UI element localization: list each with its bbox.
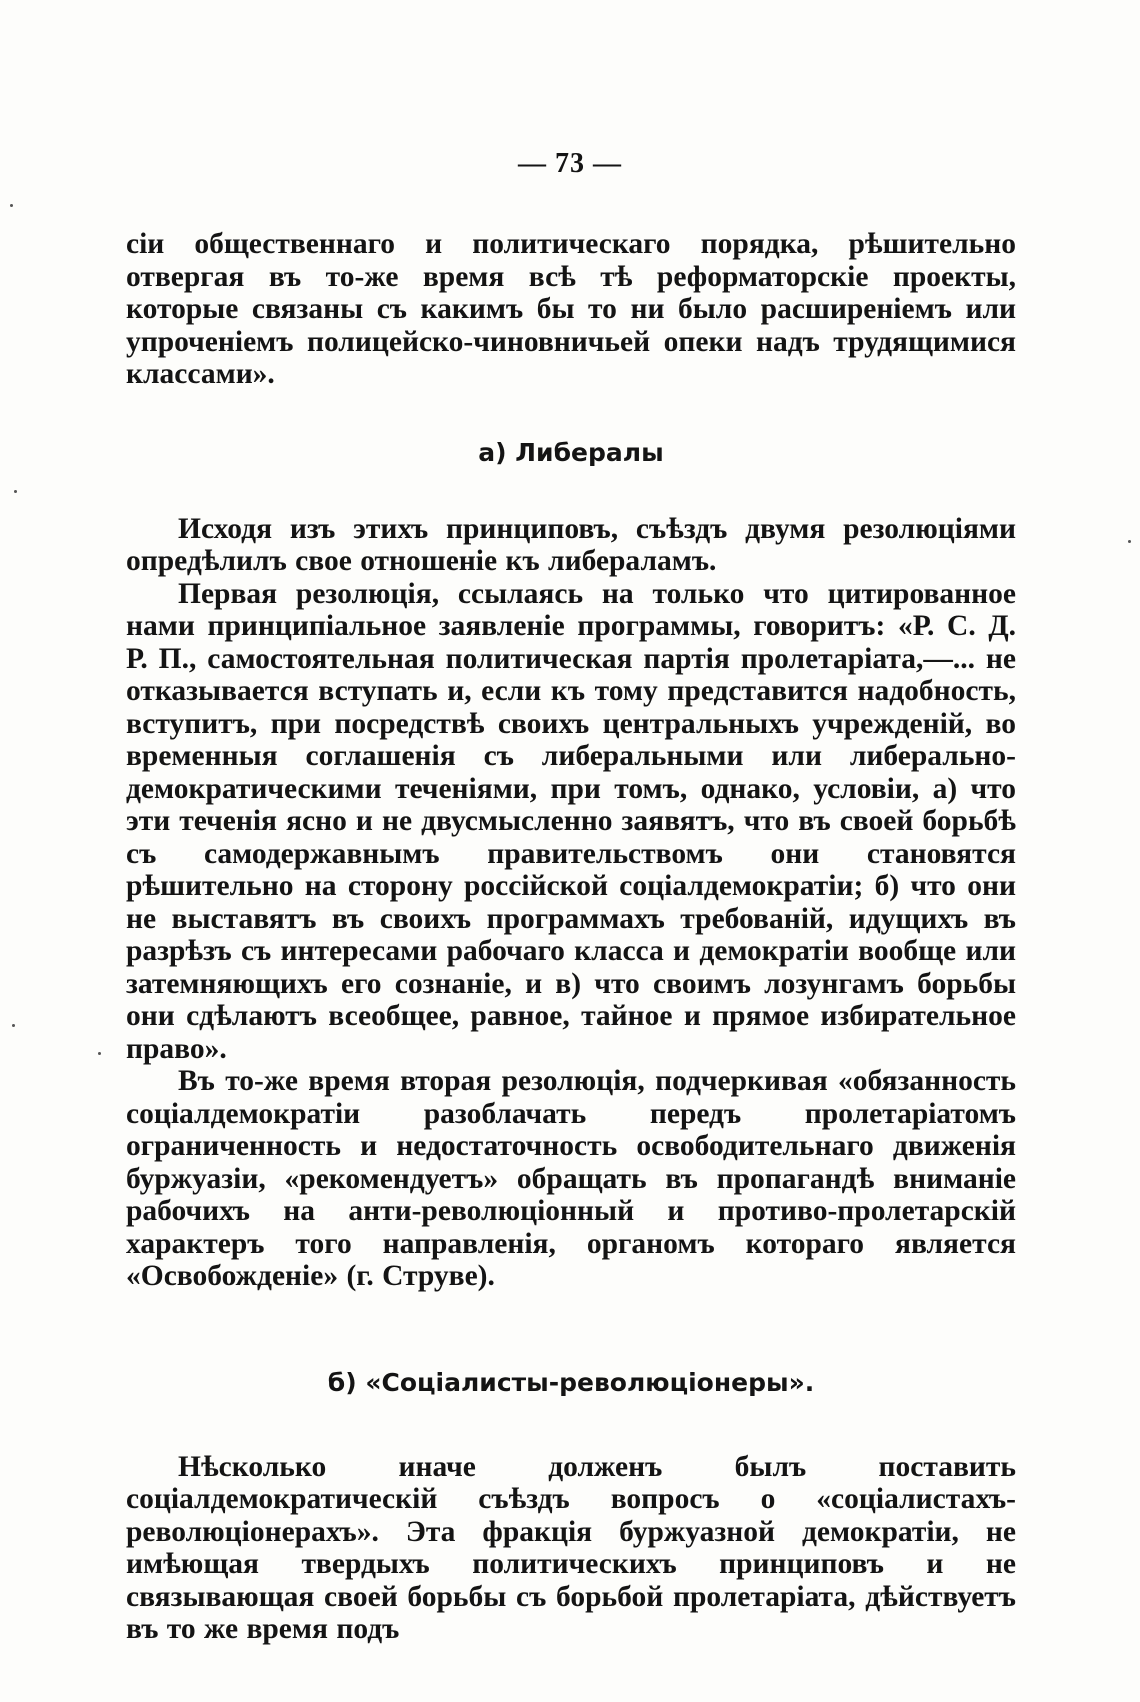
- page-number: — 73 —: [518, 148, 622, 179]
- spacer: [126, 1293, 1016, 1367]
- text-column: [126, 228, 1016, 1646]
- paragraph-second-resolution: Въ то-же время вторая резолюція, подчеркивая «обязанность соціалдемократіи разоблачать передъ пролетаріатомъ ограниченность и недостаточность освободительнаго движенія буржуазіи, «рекомендуетъ» обращать въ пропагандѣ вниманіе рабочихъ на анти-революціонный и противо-пролетарскій характеръ того направленія, органомъ котораго является «Освобожденіе» (г. Струве).: [126, 1065, 1016, 1292]
- scan-speck: [98, 1052, 101, 1055]
- spacer: [126, 1399, 1016, 1451]
- paragraph-principles: Исходя изъ этихъ принциповъ, съѣздъ двумя резолюціями опредѣлилъ свое отношеніе къ либераламъ.: [126, 512, 1016, 577]
- paragraph-continuation: сіи общественнаго и политическаго порядка, рѣшительно отвергая въ то-же время всѣ тѣ реформаторскіе проекты, которые связаны съ какимъ бы то ни было расширеніемъ или упроченіемъ полицейско-чиновничьей опеки надъ трудящимися классами».: [126, 228, 1016, 390]
- scan-speck: [14, 490, 17, 493]
- section-heading-liberals: а) Либералы: [478, 437, 664, 467]
- paragraph-socialist-revolutionaries: Нѣсколько иначе долженъ былъ поставить соціалдемократическій съѣздъ вопросъ о «соціалистахъ-революціонерахъ». Эта фракція буржуазной демократіи, не имѣющая твердыхъ политическихъ принциповъ и не связывающая своей борьбы съ борьбой пролетаріата, дѣйствуетъ въ то же время подъ: [126, 1450, 1016, 1645]
- scan-speck: [1128, 540, 1131, 543]
- scan-speck: [10, 204, 13, 207]
- section-heading-socialist-revolutionaries: б) «Соціалисты-революціонеры».: [327, 1367, 815, 1397]
- spacer: [126, 391, 1016, 437]
- paragraph-first-resolution: Первая резолюція, ссылаясь на только что цитированное нами принципіальное заявленіе программы, говоритъ: «Р. С. Д. Р. П., самостоятельная политическая партія пролетаріата,—... не отказывается вступать и, если къ тому представится надобность, вступитъ, при посредствѣ своихъ центральныхъ учрежденій, во временныя соглашенія съ либеральными или либерально-демократическими теченіями, при томъ, однако, условіи, а) что эти теченія ясно и не двусмысленно заявятъ, что въ своей борьбѣ съ самодержавнымъ правительствомъ они становятся рѣшительно на сторону россійской соціалдемократіи; б) что они не выставятъ въ своихъ программахъ требованій, идущихъ въ разрѣзъ съ интересами рабочаго класса и демократіи вообще или затемняющихъ его сознаніе, и в) что своимъ лозунгамъ борьбы они сдѣлаютъ всеобщее, равное, тайное и прямое избирательное право».: [126, 577, 1016, 1065]
- scan-speck: [12, 1024, 15, 1027]
- spacer: [126, 469, 1016, 513]
